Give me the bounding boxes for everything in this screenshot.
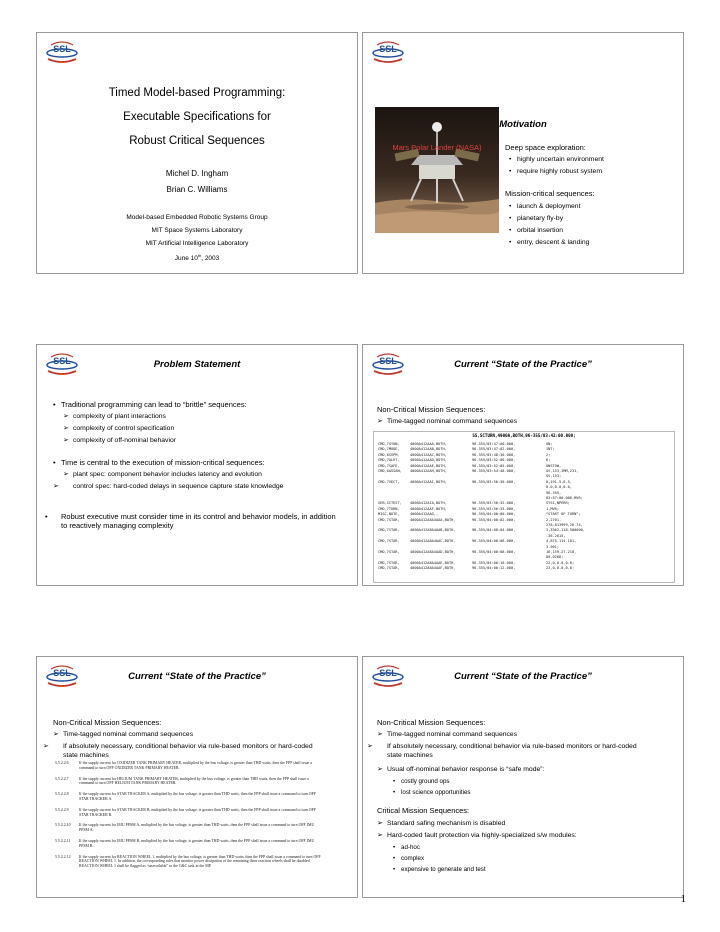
code-cell: UNSTOW, — [546, 463, 562, 468]
code-cell: 4,875,114.181, — [546, 539, 577, 544]
code-cell: SYS1,NPERR; — [546, 501, 570, 506]
author-2: Brian C. Williams — [166, 185, 228, 194]
code-cell: CMD,7MODE, — [378, 447, 400, 452]
code-row — [378, 539, 668, 544]
code-cell: 96-355/04:00:00.000, — [472, 512, 516, 517]
slide-title-page — [36, 32, 358, 274]
slide-state-of-practice-3 — [362, 656, 684, 898]
critical-sub-2: • complex — [393, 855, 425, 862]
slide-problem-statement — [36, 344, 358, 586]
mission-critical-item-3: • orbital insertion — [509, 227, 564, 234]
mission-critical-item-1: • launch & deployment — [509, 203, 581, 210]
code-row — [378, 561, 668, 566]
code-cell: 4000A412AAE,BOTH, — [410, 463, 447, 468]
date-suffix: , 2003 — [201, 255, 220, 263]
slide-state-of-practice-2 — [36, 656, 358, 898]
non-critical-heading: Non-Critical Mission Sequences: — [53, 718, 162, 727]
code-cell: CMD,7STAR, — [378, 517, 400, 522]
mission-critical-item-4: • entry, descent & landing — [509, 239, 590, 246]
non-critical-item-2: ➢ If absolutely necessary, conditional behavior via rule-based monitors or hard-coded state machines — [367, 743, 637, 759]
code-cell: 23,0,0.0,0.0; — [546, 566, 575, 571]
code-row — [378, 491, 668, 496]
code-row — [378, 534, 668, 539]
code-cell: 96-355/03:47:00.000, — [472, 442, 516, 446]
slide-motivation — [362, 32, 684, 274]
code-row — [378, 453, 668, 458]
non-critical-item-1: ➢ Time-tagged nominal command sequences — [53, 731, 194, 738]
svg-text:SSL: SSL — [53, 356, 71, 366]
title-line-3: Robust Critical Sequences — [129, 135, 265, 147]
code-cell: 4000A412AAH,BOTH, — [410, 469, 447, 473]
title-line-2: Executable Specifications for — [123, 111, 271, 123]
code-row — [378, 555, 668, 560]
code-cell: 96-355/04:00:02.000, — [472, 517, 516, 522]
mission-critical-item-2: • planetary fly-by — [509, 215, 564, 222]
code-cell: 0,191.5,6.5, — [546, 479, 572, 484]
code-cell: 4000A412AAA,BOTH, — [410, 442, 447, 446]
code-cell: 89.0268; — [546, 555, 564, 560]
rule-text: If the supply current for STAR TRACKER A, multiplied by the bus voltage, is greater than THD watts, then the FPP shall issue a command to turn OFF STAR TRACKER A. — [79, 792, 316, 801]
code-cell: CMD,7VECT, — [378, 479, 400, 484]
code-cell: 96-355/03:47:02.000, — [472, 447, 516, 452]
code-cell: 4000A412A8A4AAF,BOTH, — [410, 566, 456, 571]
image-caption: Mars Polar Lander (NASA) — [392, 143, 482, 152]
rule-number: 5.5.2.2.10 — [55, 823, 71, 828]
sub-bullet-1-2: ➢ complexity of control specification — [63, 425, 175, 432]
code-cell: 16,159,27.218, — [546, 550, 577, 554]
slide-title: Current “State of the Practice” — [454, 359, 592, 370]
code-cell: 96-355/03:56:33.000, — [472, 506, 516, 511]
rule-text: If the supply current for REACTION WHEEL 1, multiplied by the bus voltage, is greater than THD watts, then the FPP shall issue a command to turn OFF REACTION WHEEL 1. In addition, the corresponding rules that monitor power dissipation of the remaining three reaction wheels shall be disabled. REACTION WHEEL 1 shall be flagged as “unavailable” to the G&C task in the MP. — [79, 854, 321, 868]
non-critical-item-1: ➢ Time-tagged nominal command sequences — [377, 731, 518, 738]
code-row — [378, 469, 668, 474]
page-number: 1 — [680, 893, 686, 905]
code-cell: 96-355/04:00:04.000, — [472, 528, 516, 533]
code-cell: ON; — [546, 442, 553, 446]
critical-item-1: ➢ Standard safing mechanism is disabled — [377, 820, 506, 827]
code-cell: 278.813999,26.74, — [546, 523, 583, 527]
code-row — [378, 528, 668, 533]
rule-text: If the supply current for OXIDIZER TANK PRIMARY HEATER, multiplied by the bus voltage, is greater than THD watts, then the FPP shall issue a command to turn OFF OXIDIZER TANK PRIMARY HEATER. — [79, 761, 312, 770]
fault-rules-excerpt — [55, 761, 327, 893]
code-header: SS,SCTURN,4900A,BOTH,96-355/03:42:00.000; — [472, 433, 576, 438]
slide-title: Current “State of the Practice” — [454, 671, 592, 682]
non-critical-item-1: ➢ Time-tagged nominal command sequences — [377, 418, 518, 425]
code-cell: “START OF TURN”; — [546, 512, 581, 517]
code-cell: 96-355/03:48:30.000, — [472, 452, 516, 457]
code-cell: CMD,6ASSAN, — [378, 469, 402, 473]
code-cell: 3.901; — [546, 544, 559, 549]
code-row — [378, 545, 668, 550]
rule-number: 5.5.2.2.6 — [55, 761, 69, 765]
code-cell: 96-355, — [546, 490, 562, 495]
code-cell: CMD,7STAR, — [378, 560, 400, 565]
presentation-date — [37, 253, 357, 262]
rule-number: 5.5.2.2.9 — [55, 807, 69, 812]
safe-mode-sub-2: • lost science opportunities — [393, 789, 471, 796]
affiliation-3: MIT Artificial Intelligence Laboratory — [145, 240, 249, 247]
svg-text:SSL: SSL — [379, 668, 397, 678]
code-cell: CMD,7STAR, — [378, 528, 400, 533]
code-cell: 96-355/03:56:32.000, — [472, 501, 516, 506]
code-cell: 6; — [546, 458, 551, 463]
critical-sub-3: • expensive to generate and test — [393, 866, 486, 873]
sub-bullet-2-2: ➢ control spec: hard-coded delays in sequence capture state knowledge — [53, 483, 284, 490]
rule-text: If the supply current for STAR TRACKER B, multiplied by the bus voltage, is greater than THD watts, then the FPP shall issue a command to turn OFF STAR TRACKER B. — [79, 807, 316, 817]
critical-heading: Critical Mission Sequences: — [377, 806, 470, 815]
code-cell: CMD,7TURN, — [378, 506, 400, 511]
code-cell: CMD,7GYON, — [378, 442, 400, 446]
rule-text: If the supply current for IMU PPSM B, multiplied by the bus voltage, is greater than THD watts, then the FPP shall issue a command to turn OFF IMU PPSM B. — [79, 839, 315, 848]
non-critical-heading: Non-Critical Mission Sequences: — [377, 405, 486, 414]
code-cell: 4000A412AAD,BOTH, — [410, 458, 447, 463]
code-cell: MISC,NOTE, — [378, 512, 400, 517]
svg-text:SSL: SSL — [53, 668, 71, 678]
code-cell: 96-355/03:54:48.000, — [472, 469, 516, 473]
code-cell: 4000A412A8A4AAE,BOTH, — [410, 560, 456, 565]
rule-number: 5.5.2.2.8 — [55, 792, 69, 797]
code-row — [378, 507, 668, 512]
sub-bullet-2-1: ➢ plant spec: component behavior includes latency and evolution — [63, 471, 262, 478]
code-cell: 4000A412AAI,BOTH, — [410, 479, 447, 484]
non-critical-heading: Non-Critical Mission Sequences: — [377, 718, 486, 727]
code-cell: SEB,SCTEST, — [378, 501, 402, 506]
non-critical-item-3: ➢ Usual off-nominal behavior response is “safe mode”: — [377, 766, 545, 773]
author-1: Michel D. Ingham — [165, 169, 229, 178]
code-cell: 96-355/04:00:08.000, — [472, 550, 516, 554]
title-line-1: Timed Model-based Programming: — [108, 87, 286, 99]
code-cell: 96-355/04:00:06.000, — [472, 539, 516, 544]
code-row — [378, 480, 668, 485]
code-cell: CMD,7ALRT, — [378, 458, 400, 463]
ssl-logo-icon — [371, 39, 405, 65]
code-cell: -36.2615, — [546, 533, 566, 538]
critical-sub-1: • ad-hoc — [393, 844, 420, 851]
code-cell: CMD,7SAFE, — [378, 463, 400, 468]
svg-text:SSL: SSL — [379, 44, 397, 54]
code-cell: 2,2701, — [546, 517, 562, 522]
mars-polar-lander-image — [375, 107, 499, 233]
code-cell: 4000A412A8A4AAC,BOTH, — [410, 539, 456, 544]
code-cell: 22,0,0.0,0.0; — [546, 560, 575, 565]
code-cell: GV,153,IMM,231, — [546, 469, 579, 473]
code-row — [378, 518, 668, 523]
affiliation-1: Model-based Embedded Robotic Systems Group — [126, 214, 268, 221]
date-prefix: June 10 — [174, 255, 198, 263]
code-cell: 96-355/03:52:05.000, — [472, 463, 516, 468]
code-cell: 4000A412AAF,BOTH, — [410, 506, 447, 511]
bullet-3: • Robust executive must consider time in its control and behavior models, in addition to reactively managing complexity — [45, 512, 336, 530]
bullet-1: • Traditional programming can lead to “brittle” sequences: — [53, 400, 247, 409]
code-row — [378, 523, 668, 528]
code-cell: 4000A412AAC,BOTH, — [410, 452, 447, 457]
code-cell: 96-355/04:00:12.000, — [472, 566, 516, 571]
svg-text:SSL: SSL — [379, 356, 397, 366]
deep-space-item-1: • highly uncertain environment — [509, 156, 604, 163]
rule-number: 5.5.2.2.7 — [55, 776, 69, 781]
mission-critical-heading: Mission-critical sequences: — [505, 189, 595, 198]
code-cell: 96-355/03:56:30.000, — [472, 479, 516, 484]
svg-text:SSL: SSL — [53, 44, 71, 54]
deep-space-heading: Deep space exploration: — [505, 143, 586, 152]
slide-title: Motivation — [499, 119, 547, 130]
code-cell: CMD,7STAR, — [378, 550, 400, 554]
code-cell: GV,153; — [546, 474, 562, 479]
rule-number: 5.5.2.2.12 — [55, 854, 71, 859]
code-cell: CMD,7STAR, — [378, 566, 400, 571]
code-cell: 3,3362,118.500000, — [546, 528, 585, 533]
date-sup: th — [197, 253, 202, 258]
safe-mode-sub-1: • costly ground ops — [393, 778, 450, 785]
code-cell: INT; — [546, 447, 555, 452]
sub-bullet-1-3: ➢ complexity of off-nominal behavior — [63, 437, 177, 444]
critical-item-2: ➢ Hard-coded fault protection via highly-specialized s/w modules: — [377, 832, 577, 839]
code-cell: 4000A412AAG,, — [410, 512, 439, 517]
code-cell: CMD,6SVPM, — [378, 452, 400, 457]
code-cell: 0.0,0.0,0.0, — [546, 485, 572, 490]
non-critical-item-2: ➢ If absolutely necessary, conditional behavior via rule-based monitors or hard-coded state machines — [43, 743, 313, 759]
ssl-logo-icon — [45, 39, 79, 65]
code-row — [378, 442, 668, 447]
slide-title: Problem Statement — [153, 359, 241, 370]
code-cell: 4000A412A8A4AAD,BOTH, — [410, 550, 456, 554]
code-row — [378, 501, 668, 506]
code-cell: 4000A412A8A4AAA,BOTH, — [410, 517, 456, 522]
command-sequence-listing — [373, 431, 675, 583]
code-row — [378, 464, 668, 469]
rule-number: 5.5.2.2.11 — [55, 839, 71, 843]
code-row — [378, 550, 668, 555]
code-row — [378, 512, 668, 517]
code-cell: 03:57:00.000,MVR; — [546, 496, 583, 500]
bullet-2: • Time is central to the execution of mission-critical sequences: — [53, 458, 265, 467]
code-row — [378, 496, 668, 501]
affiliation-2: MIT Space Systems Laboratory — [151, 227, 243, 234]
rule-text: If the supply current for HELIUM TANK PRIMARY HEATER, multiplied by the bus voltage, is greater than THD watts, then the FPP shall issue a command to turn OFF HELIUM TANK PRIMARY HEATER. — [79, 776, 309, 786]
code-row — [378, 485, 668, 490]
slide-title: Current “State of the Practice” — [128, 671, 266, 682]
code-cell: 4000A412AAB,BOTH, — [410, 447, 447, 452]
code-cell: 2; — [546, 452, 551, 457]
code-cell: 4000A412AIA,BOTH, — [410, 501, 447, 506]
code-row — [378, 458, 668, 463]
code-row — [378, 447, 668, 452]
deep-space-item-2: • require highly robust system — [509, 168, 602, 175]
code-cell: 96-355/04:00:10.000, — [472, 560, 516, 565]
rule-text: If the supply current for IMU PPSM A, multiplied by the bus voltage, is greater than THD watts, then the FPP shall issue a command to turn OFF IMU PPSM A. — [79, 823, 315, 833]
code-cell: 4000A412A8A4AAB,BOTH, — [410, 528, 456, 533]
code-row — [378, 566, 668, 571]
slide-state-of-practice-1 — [362, 344, 684, 586]
sub-bullet-1-1: ➢ complexity of plant interactions — [63, 413, 166, 420]
code-cell: 96-355/03:52:00.000, — [472, 458, 516, 463]
code-row — [378, 474, 668, 479]
code-cell: 1,MVR; — [546, 506, 559, 511]
code-cell: CMD,7STAR, — [378, 539, 400, 544]
